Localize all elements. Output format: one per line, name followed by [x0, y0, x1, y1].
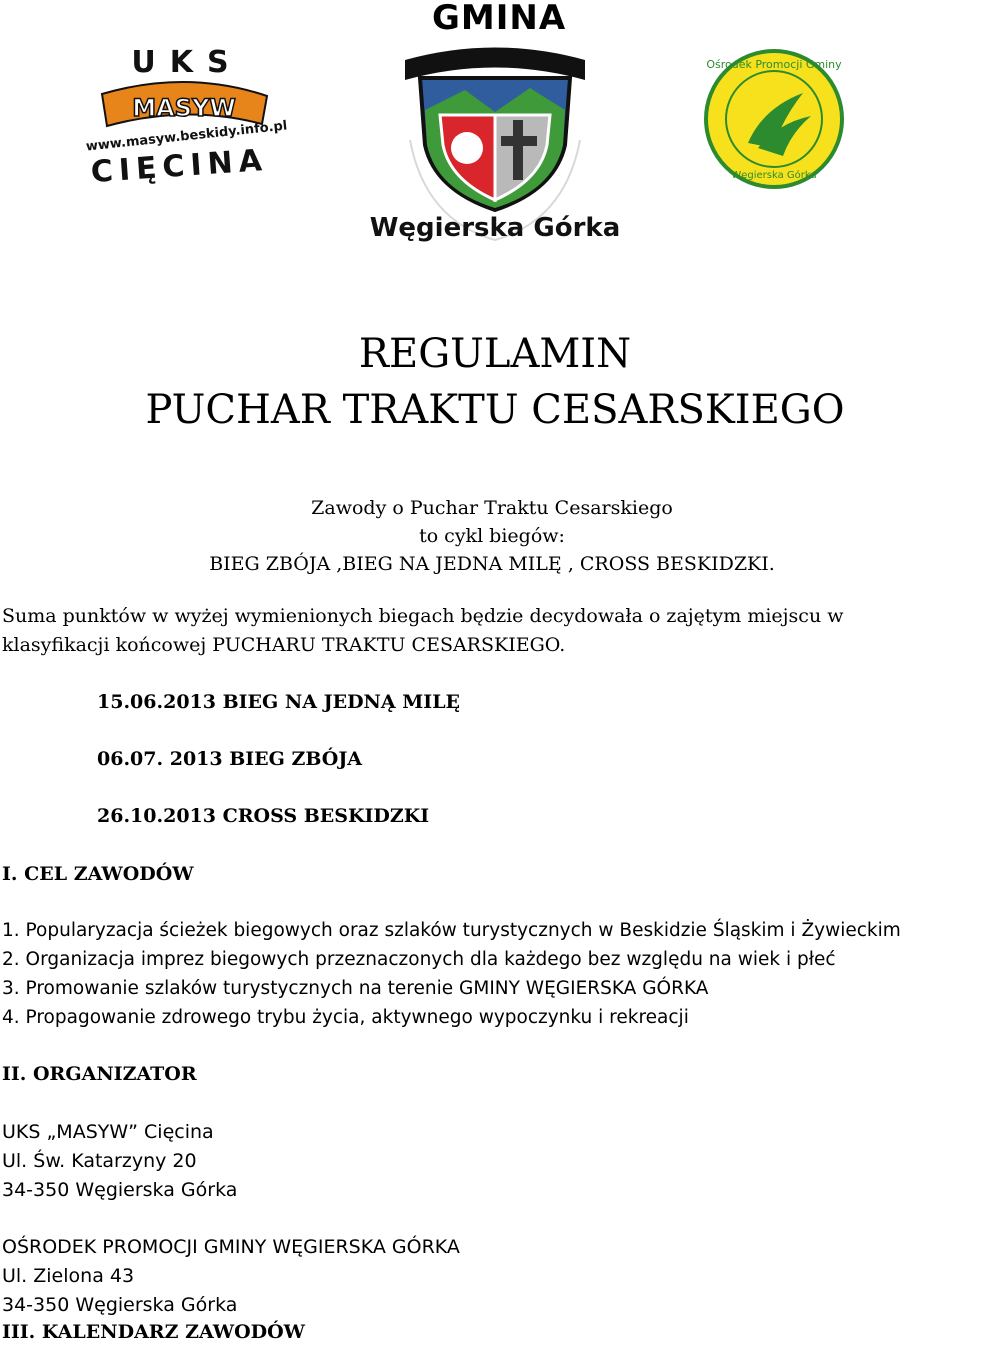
- opg-logo: [703, 48, 845, 190]
- uks-logo-bottom-text: CIĘCINA: [89, 142, 269, 191]
- section-heading-goals: I. CEL ZAWODÓW: [2, 863, 194, 885]
- gmina-heading: GMINA: [432, 0, 567, 38]
- organizer1-street: Ul. Św. Katarzyny 20: [2, 1150, 197, 1172]
- intro-line1: Zawody o Puchar Traktu Cesarskiego: [311, 497, 673, 519]
- organizer2-street: Ul. Zielona 43: [2, 1265, 135, 1287]
- organizer2-name: OŚRODEK PROMOCJI GMINY WĘGIERSKA GÓRKA: [2, 1236, 460, 1258]
- intro-paragraph-line1: Suma punktów w wyżej wymienionych biegach będzie decydowała o zajętym miejscu w: [2, 605, 844, 627]
- goal-item-3: 3. Promowanie szlaków turystycznych na terenie GMINY WĘGIERSKA GÓRKA: [2, 978, 709, 999]
- document-title-line2: PUCHAR TRAKTU CESARSKIEGO: [145, 387, 845, 433]
- organizer1-city: 34-350 Węgierska Górka: [2, 1179, 238, 1201]
- intro-line3: BIEG ZBÓJA ,BIEG NA JEDNA MILĘ , CROSS BESKIDZKI.: [209, 553, 775, 575]
- section-heading-calendar: III. KALENDARZ ZAWODÓW: [2, 1321, 305, 1343]
- uks-logo-top-text: UKS: [131, 45, 243, 80]
- section-heading-organizer: II. ORGANIZATOR: [2, 1063, 197, 1085]
- goal-item-4: 4. Propagowanie zdrowego trybu życia, aktywnego wypoczynku i rekreacji: [2, 1007, 689, 1028]
- opg-ring-text: Ośrodek Promocji Gminy: [706, 58, 842, 71]
- goal-item-2: 2. Organizacja imprez biegowych przeznaczonych dla każdego bez względu na wiek i płeć: [2, 949, 836, 970]
- logo-row: [0, 0, 960, 260]
- uks-masyw-logo: [62, 34, 312, 194]
- event-date-3: 26.10.2013 CROSS BESKIDZKI: [97, 805, 430, 827]
- gmina-crest-logo: [369, 40, 621, 250]
- intro-line2: to cykl biegów:: [419, 525, 565, 547]
- event-date-1: 15.06.2013 BIEG NA JEDNĄ MILĘ: [97, 691, 461, 713]
- opg-bottom-text: Węgierska Górka: [731, 170, 817, 181]
- intro-paragraph-line2: klasyfikacji końcowej PUCHARU TRAKTU CESARSKIEGO.: [2, 634, 566, 656]
- uks-logo-mid-text: MASYW: [132, 94, 236, 122]
- organizer1-name: UKS „MASYW” Cięcina: [2, 1121, 214, 1143]
- document-title-line1: REGULAMIN: [358, 331, 632, 377]
- crest-text: Węgierska Górka: [369, 213, 621, 243]
- event-date-2: 06.07. 2013 BIEG ZBÓJA: [97, 748, 363, 770]
- goal-item-1: 1. Popularyzacja ścieżek biegowych oraz szlaków turystycznych w Beskidzie Śląskim i Żywieckim: [2, 920, 901, 941]
- uks-logo-url: www.masyw.beskidy.info.pl: [85, 118, 289, 155]
- organizer2-city: 34-350 Węgierska Górka: [2, 1294, 238, 1316]
